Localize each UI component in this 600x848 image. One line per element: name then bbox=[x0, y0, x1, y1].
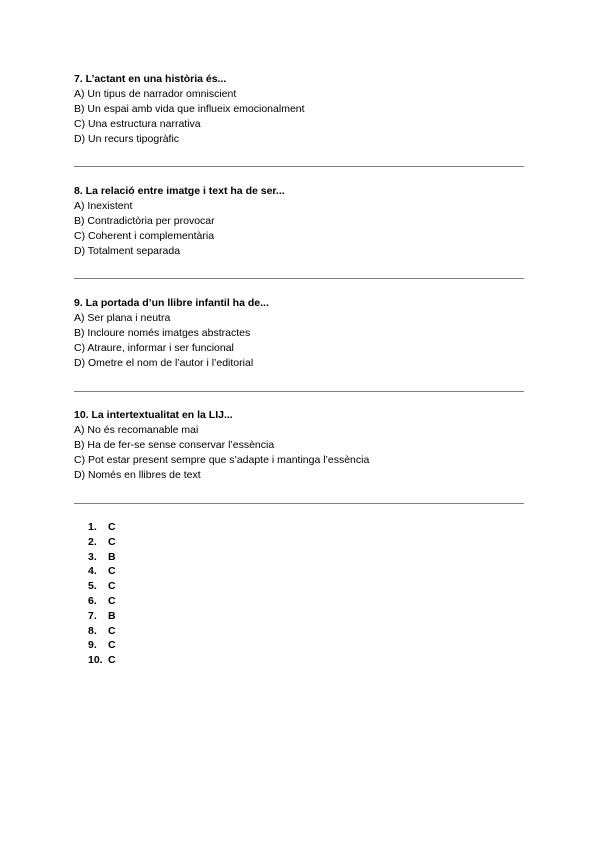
option-c: C) Pot estar present sempre que s’adapte i mantinga l’essència bbox=[74, 454, 370, 466]
question-10 bbox=[74, 408, 524, 483]
answer-letter: C bbox=[108, 624, 116, 637]
answer-number: 10. bbox=[88, 654, 103, 667]
option-d: D) Un recurs tipogràfic bbox=[74, 133, 180, 145]
answer-item bbox=[88, 609, 116, 624]
divider bbox=[74, 503, 524, 504]
answer-item bbox=[88, 653, 116, 668]
option-c: C) Coherent i complementària bbox=[74, 230, 215, 242]
option-c: C) Una estructura narrativa bbox=[74, 118, 201, 130]
answer-number: 6. bbox=[88, 594, 97, 607]
answer-letter: C bbox=[108, 594, 116, 607]
option-b: B) Contradictòria per provocar bbox=[74, 215, 215, 227]
question-title: 10. La intertextualitat en la LIJ... bbox=[74, 409, 233, 421]
answer-number: 5. bbox=[88, 580, 97, 593]
divider bbox=[74, 391, 524, 392]
answer-letter: C bbox=[108, 535, 116, 548]
answer-letter: C bbox=[108, 580, 116, 593]
question-title: 7. L’actant en una història és... bbox=[74, 73, 227, 85]
answer-number: 8. bbox=[88, 624, 97, 637]
answer-letter: C bbox=[108, 654, 116, 667]
answer-number: 9. bbox=[88, 639, 97, 652]
option-d: D) Ometre el nom de l’autor i l’editorial bbox=[74, 357, 254, 369]
answer-item bbox=[88, 520, 116, 535]
option-d: D) Totalment separada bbox=[74, 245, 181, 257]
answer-number: 4. bbox=[88, 565, 97, 578]
answer-number: 3. bbox=[88, 550, 97, 563]
answer-number: 7. bbox=[88, 609, 97, 622]
option-b: B) Ha de fer-se sense conservar l’essència bbox=[74, 439, 275, 451]
option-c: C) Atraure, informar i ser funcional bbox=[74, 342, 234, 354]
answer-letter: B bbox=[108, 550, 116, 563]
option-d: D) Només en llibres de text bbox=[74, 469, 201, 481]
question-title: 9. La portada d’un llibre infantil ha de... bbox=[74, 297, 269, 309]
answer-key bbox=[88, 520, 116, 668]
option-a: A) Ser plana i neutra bbox=[74, 312, 171, 324]
answer-letter: C bbox=[108, 639, 116, 652]
question-9 bbox=[74, 296, 524, 371]
answer-letter: C bbox=[108, 565, 116, 578]
option-b: B) Incloure només imatges abstractes bbox=[74, 327, 251, 339]
question-7 bbox=[74, 72, 524, 147]
answer-letter: C bbox=[108, 521, 116, 533]
answer-number: 1. bbox=[88, 521, 97, 533]
divider bbox=[74, 166, 524, 167]
answer-item bbox=[88, 638, 116, 653]
question-8 bbox=[74, 184, 524, 259]
answer-item bbox=[88, 535, 116, 550]
answer-item bbox=[88, 624, 116, 639]
question-title: 8. La relació entre imatge i text ha de ser... bbox=[74, 185, 285, 197]
answer-number: 2. bbox=[88, 535, 97, 548]
divider bbox=[74, 278, 524, 279]
option-a: A) Un tipus de narrador omniscient bbox=[74, 88, 237, 100]
answer-letter: B bbox=[108, 609, 116, 622]
option-a: A) No és recomanable mai bbox=[74, 424, 199, 436]
option-a: A) Inexistent bbox=[74, 200, 133, 212]
answer-item bbox=[88, 594, 116, 609]
answer-item bbox=[88, 579, 116, 594]
answer-item bbox=[88, 564, 116, 579]
option-b: B) Un espai amb vida que influeix emocionalment bbox=[74, 103, 305, 115]
answer-item bbox=[88, 550, 116, 565]
